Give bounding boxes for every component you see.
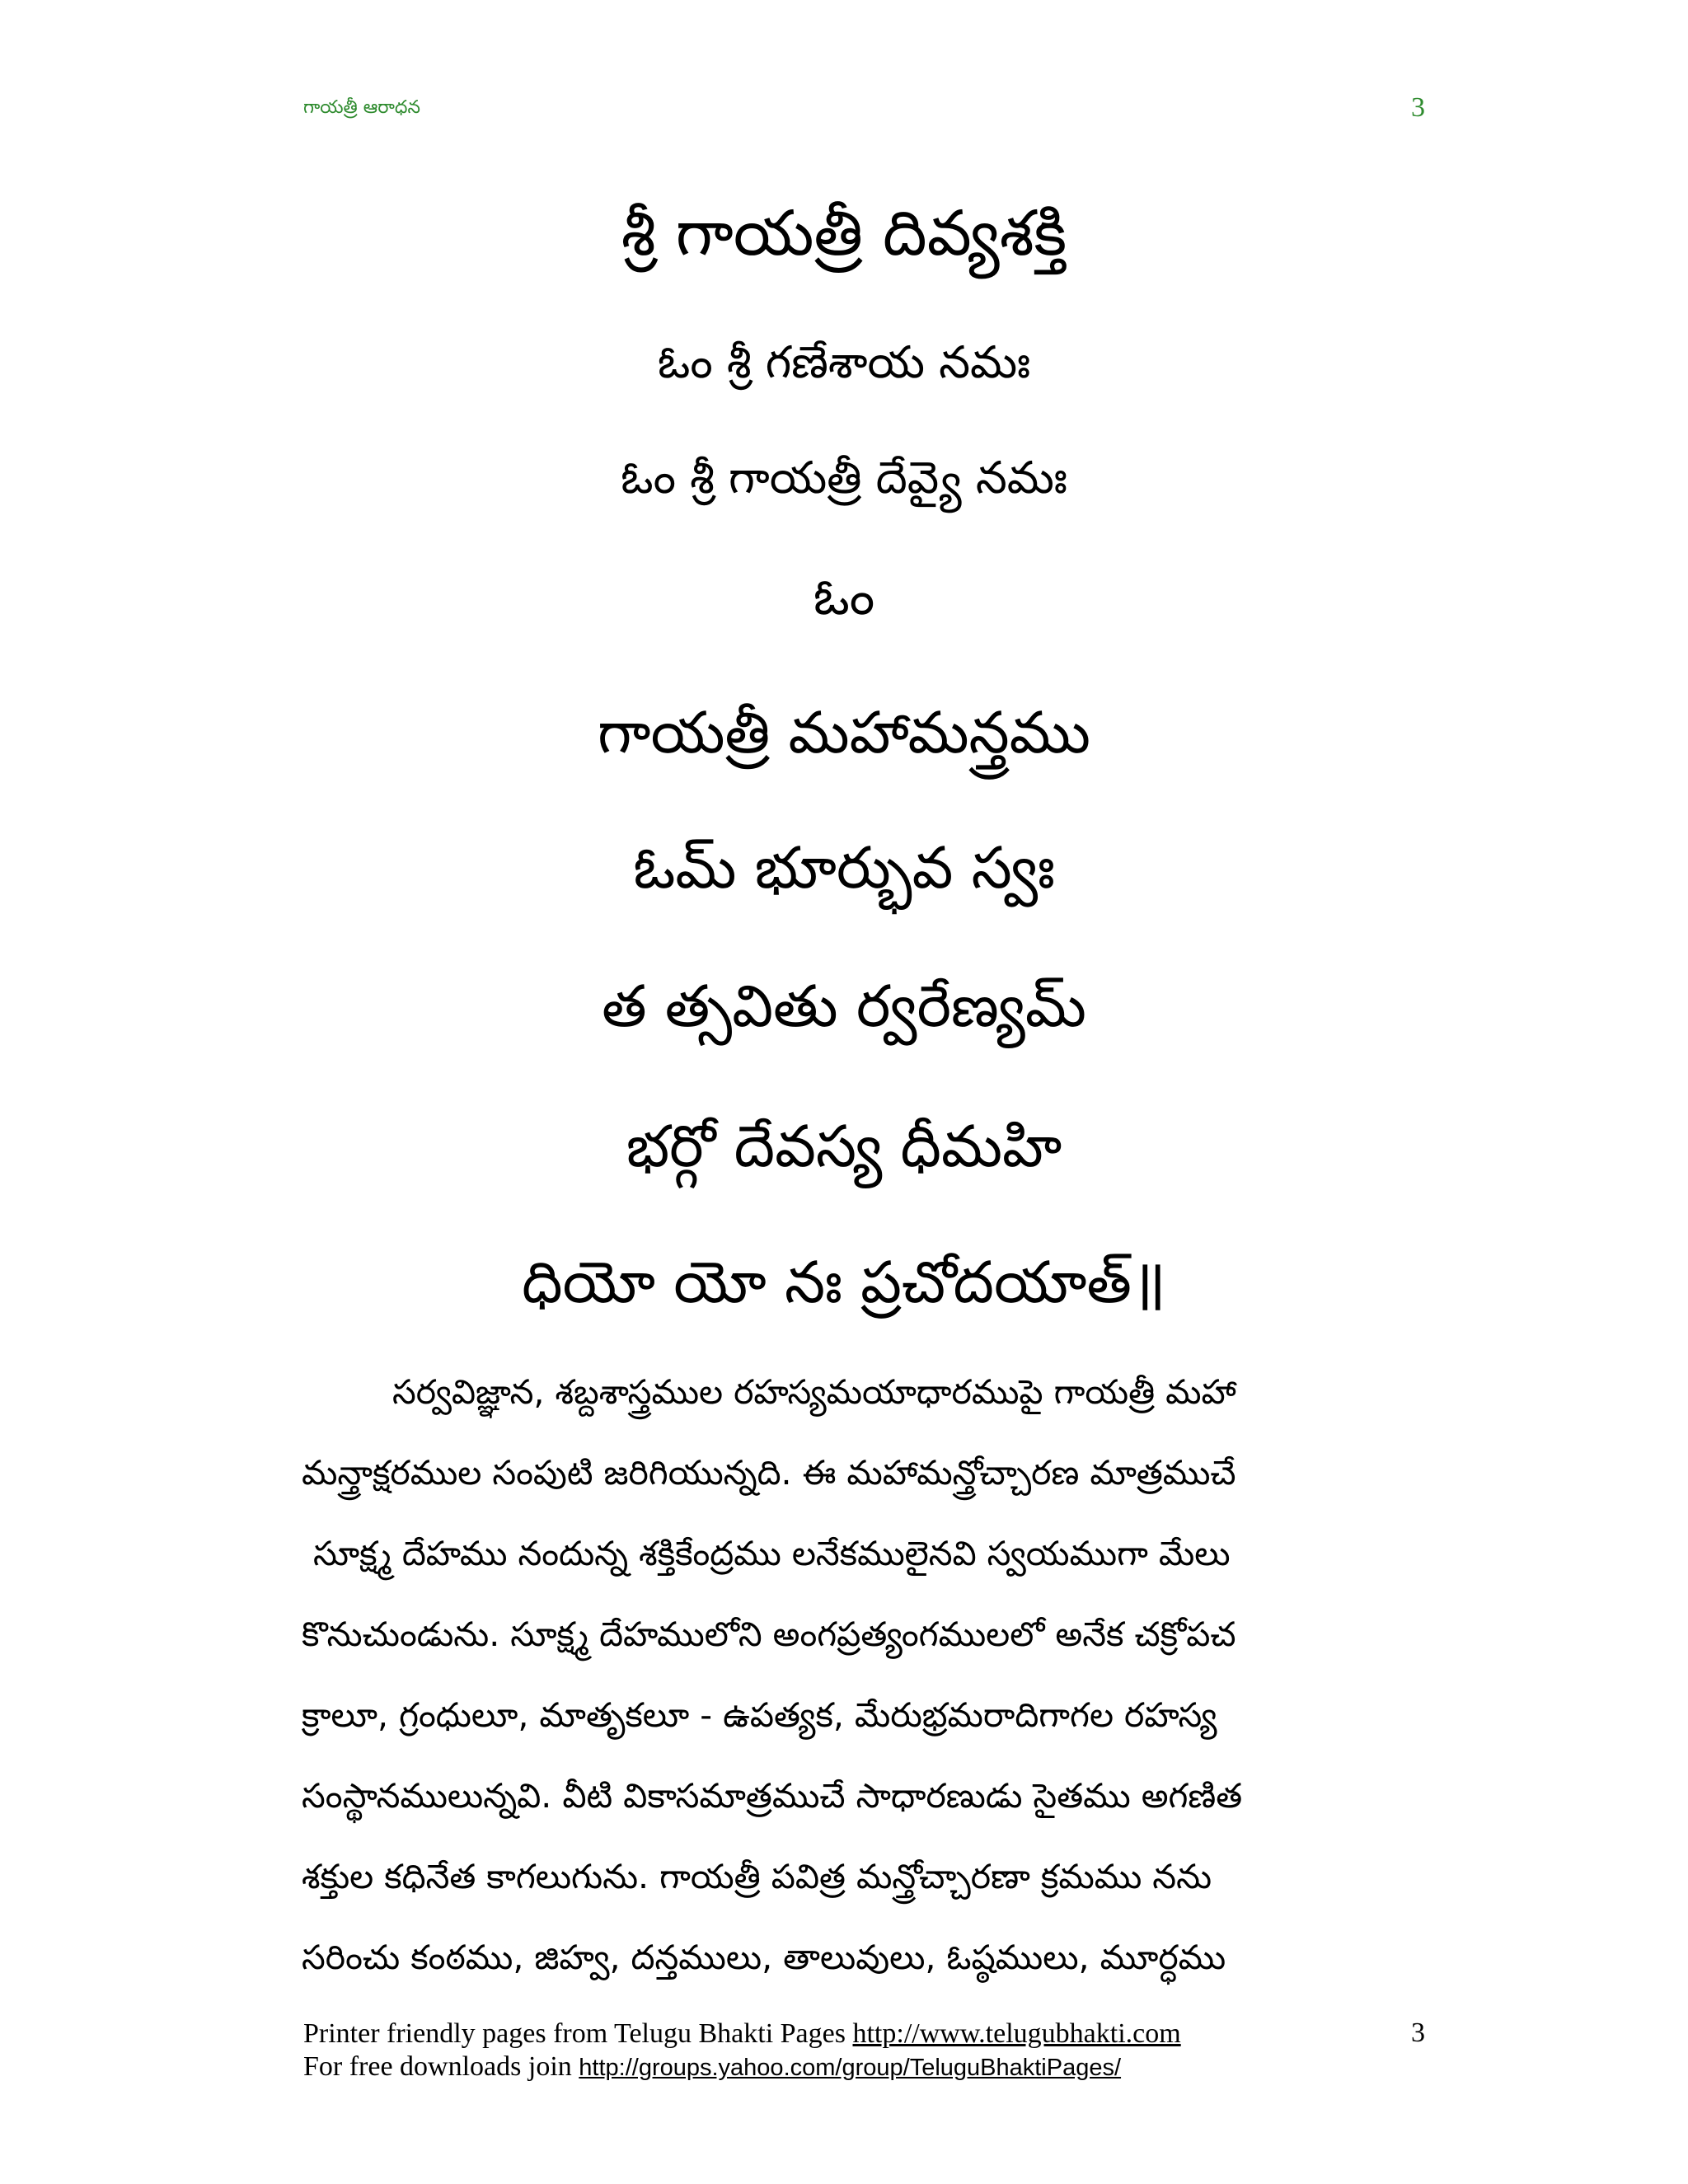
paragraph-line: మన్త్రాక్షరముల సంపుటి జరిగియున్నది. ఈ మహామన్త్రోచ్చారణ మాత్రముచే xyxy=(302,1453,1236,1493)
mantra-line: ఓమ్ భూర్భువ స్వః xyxy=(633,834,1055,902)
mantra-line: ధియో యో నః ప్రచోదయాత్॥ xyxy=(522,1249,1166,1316)
mantra-line: భర్గో దేవస్య ధీమహి xyxy=(626,1113,1062,1180)
footer-page-number: 3 xyxy=(1411,2018,1425,2048)
paragraph-line: సూక్ష్మ దేహము నందున్న శక్తికేంద్రము లనేకములైనవి స్వయముగా మేలు xyxy=(313,1534,1231,1573)
invocation-gayatri: ఓం శ్రీ గాయత్రీ దేవ్యై నమః xyxy=(621,452,1067,504)
paragraph-line: శక్తుల కధినేత కాగలుగును. గాయత్రీ పవిత్ర మన్త్రోచ్చారణా క్రమము నను xyxy=(302,1857,1212,1896)
footer-site-link[interactable]: http://www.telugubhakti.com xyxy=(852,2018,1181,2049)
footer-text-1: Printer friendly pages from Telugu Bhakti Pages xyxy=(303,2018,853,2049)
invocation-ganesha: ఓం శ్రీ గణేశాయ నమః xyxy=(657,336,1031,388)
paragraph-line: సర్వవిజ్ఞాన, శబ్దశాస్త్రముల రహస్యమయాధారముపై గాయత్రీ మహా xyxy=(392,1372,1236,1412)
paragraph-line: కొనుచుండును. సూక్ష్మ దేహములోని అంగప్రత్యంగములలో అనేక చక్రోపచ xyxy=(302,1615,1236,1654)
paragraph-line: సరించు కంఠము, జిహ్వ, దన్తములు, తాలువులు, ఓష్ఠములు, మూర్ధము xyxy=(302,1938,1226,1977)
running-header-title: గాయత్రీ ఆరాధన xyxy=(303,97,420,118)
paragraph-line: సంస్థానములున్నవి. వీటి వికాసమాత్రముచే సాధారణుడు సైతము అగణిత xyxy=(302,1776,1243,1816)
footer-text-2: For free downloads join xyxy=(303,2051,579,2082)
paragraph-line: క్రాలూ, గ్రంధులూ, మాతృకలూ - ఉపత్యక, మేరుభ్రమరాదిగాగల రహస్య xyxy=(302,1695,1217,1735)
page-title: శ్రీ గాయత్రీ దివ్యశక్తి xyxy=(621,196,1067,269)
mantra-line: త త్సవితు ర్వరేణ్యమ్ xyxy=(602,972,1086,1040)
footer-line-1 xyxy=(303,2018,1441,2050)
om-line: ఓం xyxy=(813,569,875,626)
body-paragraph xyxy=(302,1352,1423,1998)
footer-line-2 xyxy=(303,2050,1441,2084)
mantra-heading: గాయత్రీ మహామన్త్రము xyxy=(598,699,1090,766)
running-header-page-number: 3 xyxy=(1411,92,1425,123)
footer-group-link[interactable]: http://groups.yahoo.com/group/TeluguBhaktiPages/ xyxy=(579,2055,1122,2081)
page-footer xyxy=(303,2018,1441,2084)
